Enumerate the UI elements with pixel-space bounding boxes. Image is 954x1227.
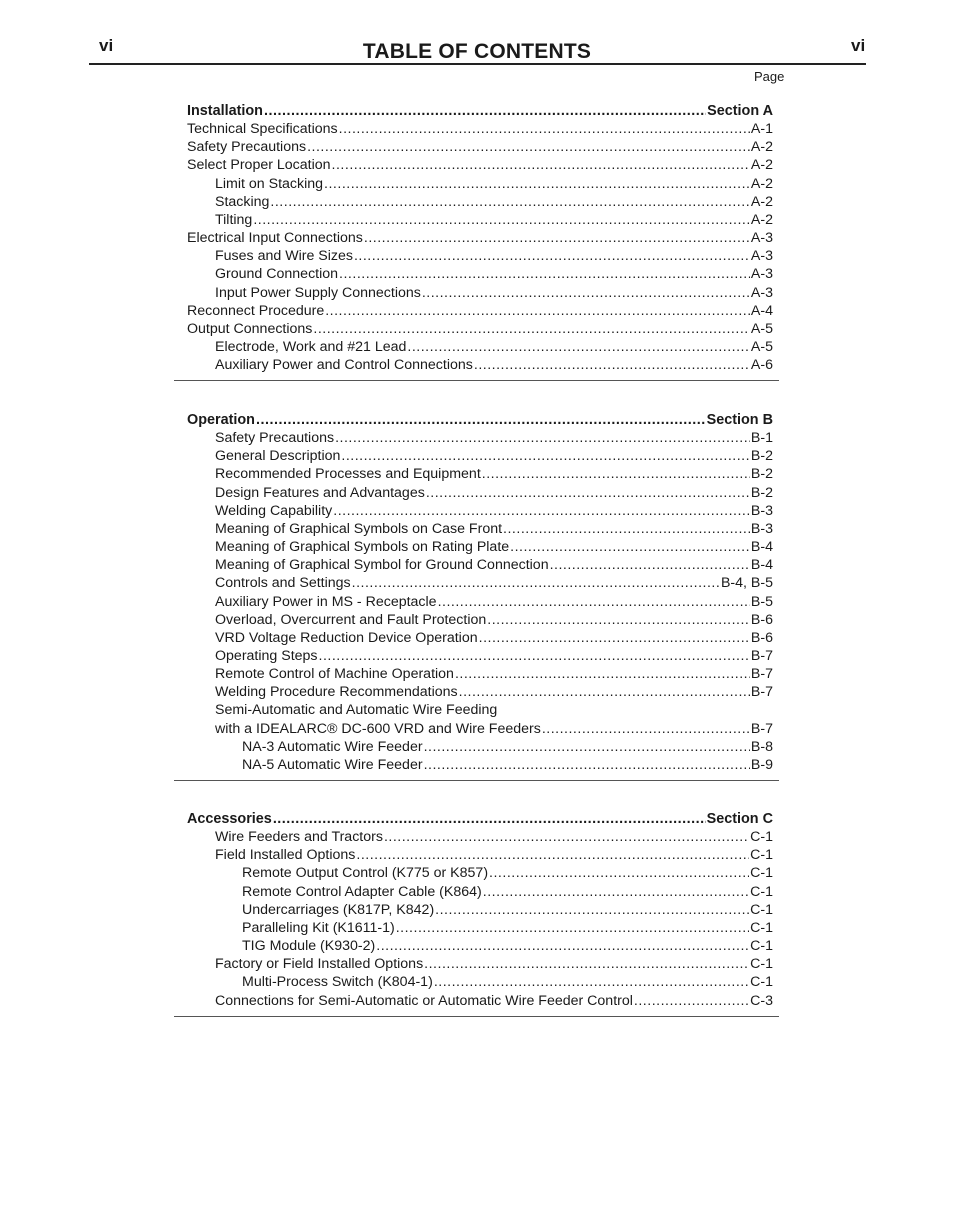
toc-entry-page: B-4: [750, 557, 773, 574]
toc-entry[interactable]: [215, 356, 773, 374]
toc-entry[interactable]: [215, 538, 773, 556]
toc-entry-page: C-1: [750, 974, 773, 991]
toc-entry[interactable]: [215, 665, 773, 683]
toc-entry-label: Select Proper Location: [187, 157, 331, 174]
toc-entry-page: A-2: [750, 211, 773, 228]
toc-entry[interactable]: [215, 629, 773, 647]
toc-entry[interactable]: [215, 574, 773, 592]
toc-entry-page: B-8: [750, 738, 773, 755]
toc-entry-label: Remote Control of Machine Operation: [215, 666, 454, 683]
toc-entry-page: B-2: [750, 466, 773, 483]
toc-entry-page: B-3: [750, 502, 773, 519]
toc-entry[interactable]: [215, 265, 773, 283]
toc-entry-label: Auxiliary Power and Control Connections: [215, 357, 473, 374]
toc-entry-label: Recommended Processes and Equipment: [215, 466, 481, 483]
toc-entry-page: B-2: [750, 448, 773, 465]
dot-leader: [354, 247, 750, 265]
toc-entry-page: B-4: [750, 539, 773, 556]
section-divider: [174, 780, 779, 781]
toc-entry-page: B-7: [750, 720, 773, 737]
dot-leader: [256, 411, 706, 429]
toc-entry-label: Meaning of Graphical Symbol for Ground Connection: [215, 557, 549, 574]
toc-entry-label: with a IDEALARC® DC-600 VRD and Wire Feeders: [215, 720, 541, 737]
toc-entry[interactable]: [215, 484, 773, 502]
toc-entry[interactable]: [215, 465, 773, 483]
toc-entry-page: A-5: [750, 320, 773, 337]
toc-entry-label: Meaning of Graphical Symbols on Case Front: [215, 520, 503, 537]
toc-entry-label: Undercarriages (K817P, K842): [242, 901, 435, 918]
toc-entry-label: Remote Output Control (K775 or K857): [242, 865, 489, 882]
toc-entry-page: A-2: [750, 175, 773, 192]
page-number-right: vi: [851, 36, 866, 55]
dot-leader: [482, 465, 750, 483]
toc-entry[interactable]: [215, 211, 773, 229]
toc-entry-page: B-7: [750, 666, 773, 683]
toc-entry-page: B-3: [750, 520, 773, 537]
dot-leader: [434, 973, 749, 991]
toc-entry[interactable]: [215, 683, 773, 701]
toc-entry-label: Welding Procedure Recommendations: [215, 684, 458, 701]
toc-entry-label: Paralleling Kit (K1611-1): [242, 919, 395, 936]
dot-leader: [426, 484, 750, 502]
section-divider: [174, 1016, 779, 1017]
toc-entry-label: Input Power Supply Connections: [215, 284, 421, 301]
toc-entry-page: A-2: [750, 193, 773, 210]
dot-leader: [352, 574, 720, 592]
toc-entry-page: B-2: [750, 484, 773, 501]
toc-entry-page: A-3: [750, 230, 773, 247]
toc-entry-label: Connections for Semi-Automatic or Automatic Wire Feeder Control: [215, 992, 633, 1009]
toc-entry[interactable]: [215, 556, 773, 574]
dot-leader: [364, 229, 750, 247]
toc-entry[interactable]: [215, 647, 773, 665]
toc-entry-label: VRD Voltage Reduction Device Operation: [215, 629, 478, 646]
dot-leader: [424, 738, 750, 756]
toc-entry[interactable]: [215, 247, 773, 265]
toc-entry-page: C-1: [750, 919, 773, 936]
section-heading-accessories[interactable]: [187, 810, 773, 828]
toc-entry[interactable]: [215, 338, 773, 356]
toc-entry[interactable]: [215, 429, 773, 447]
dot-leader: [474, 356, 750, 374]
dot-leader: [435, 901, 749, 919]
toc-entry-page: C-1: [750, 956, 773, 973]
toc-entry[interactable]: [242, 864, 773, 882]
toc-entry[interactable]: [215, 593, 773, 611]
dot-leader: [339, 265, 750, 283]
toc-entry-label: Factory or Field Installed Options: [215, 956, 424, 973]
dot-leader: [335, 429, 750, 447]
toc-entry-page: C-1: [750, 865, 773, 882]
toc-entry-label: Reconnect Procedure: [187, 302, 325, 319]
toc-entry-label: Wire Feeders and Tractors: [215, 829, 383, 846]
dot-leader: [422, 284, 750, 302]
toc-entry[interactable]: [215, 502, 773, 520]
toc-entry[interactable]: [187, 120, 773, 138]
toc-entry-label: Output Connections: [187, 320, 313, 337]
dot-leader: [341, 447, 750, 465]
toc-entry-page: B-9: [750, 756, 773, 773]
toc-entry[interactable]: [215, 992, 773, 1010]
section-heading-operation[interactable]: [187, 411, 773, 429]
toc-entry-page: B-6: [750, 629, 773, 646]
dot-leader: [307, 138, 750, 156]
toc-entry[interactable]: [242, 919, 773, 937]
dot-leader: [273, 810, 706, 828]
dot-leader: [313, 320, 750, 338]
toc-entry-label: Tilting: [215, 211, 253, 228]
toc-entry-label: Design Features and Advantages: [215, 484, 425, 501]
dot-leader: [324, 175, 750, 193]
toc-entry[interactable]: [215, 520, 773, 538]
toc-entry-label: Auxiliary Power in MS - Receptacle: [215, 593, 437, 610]
dot-leader: [455, 665, 750, 683]
dot-leader: [325, 302, 750, 320]
toc-entry[interactable]: [242, 756, 773, 774]
toc-entry-label: Overload, Overcurrent and Fault Protection: [215, 611, 487, 628]
toc-entry[interactable]: [215, 175, 773, 193]
page-number-left: vi: [99, 36, 114, 55]
dot-leader: [332, 156, 750, 174]
toc-entry-page: C-1: [750, 883, 773, 900]
toc-entry-label: Electrode, Work and #21 Lead: [215, 338, 407, 355]
toc-entry-page: Section B: [706, 412, 773, 428]
dot-leader: [396, 919, 749, 937]
toc-entry-page: A-3: [750, 248, 773, 265]
toc-entry-page: Section A: [707, 103, 773, 119]
toc-entry[interactable]: [215, 955, 773, 973]
toc-entry-label: Operating Steps: [215, 647, 318, 664]
dot-leader: [333, 502, 750, 520]
toc-entry-label: Safety Precautions: [187, 139, 307, 156]
dot-leader: [550, 556, 750, 574]
toc-entry-page: C-1: [750, 901, 773, 918]
toc-entry-label: Stacking: [215, 193, 270, 210]
toc-entry-label: Welding Capability: [215, 502, 333, 519]
toc-entry-label: Electrical Input Connections: [187, 230, 363, 247]
dot-leader: [510, 538, 750, 556]
dot-leader: [438, 593, 750, 611]
toc-entry-page: A-3: [750, 284, 773, 301]
toc-entry-page: C-3: [750, 992, 773, 1009]
toc-entry-label: NA-3 Automatic Wire Feeder: [242, 738, 423, 755]
toc-entry-label: TIG Module (K930-2): [242, 938, 376, 955]
toc-entry[interactable]: [187, 320, 773, 338]
dot-leader: [319, 647, 750, 665]
toc-entry[interactable]: [187, 229, 773, 247]
section-heading-installation[interactable]: [187, 102, 773, 120]
toc-entry[interactable]: [215, 720, 773, 738]
toc-entry-page: B-4, B-5: [720, 575, 773, 592]
dot-leader: [424, 955, 749, 973]
toc-entry[interactable]: [242, 973, 773, 991]
section-divider: [174, 380, 779, 381]
toc-entry-label: Technical Specifications: [187, 121, 338, 138]
toc-entry-page: B-7: [750, 647, 773, 664]
toc-entry[interactable]: [215, 701, 773, 719]
toc-entry[interactable]: [187, 138, 773, 156]
toc-entry-page: Section C: [706, 811, 773, 827]
header-rule: [89, 63, 866, 65]
toc-entry-label: Semi-Automatic and Automatic Wire Feeding: [215, 702, 498, 719]
toc-entry-label: Controls and Settings: [215, 575, 351, 592]
dot-leader: [339, 120, 750, 138]
dot-leader: [487, 611, 750, 629]
toc-entry[interactable]: [215, 447, 773, 465]
toc-entry-page: B-7: [750, 684, 773, 701]
toc-entry[interactable]: [242, 738, 773, 756]
toc-entry-page: A-3: [750, 266, 773, 283]
dot-leader: [270, 193, 750, 211]
toc-entry-page: B-5: [750, 593, 773, 610]
dot-leader: [376, 937, 749, 955]
dot-leader: [634, 992, 749, 1010]
dot-leader: [459, 683, 750, 701]
toc-entry[interactable]: [242, 901, 773, 919]
toc-entry[interactable]: [215, 193, 773, 211]
toc-entry-page: B-1: [750, 430, 773, 447]
toc-entry-label: Ground Connection: [215, 266, 339, 283]
toc-entry-page: C-1: [750, 829, 773, 846]
toc-entry[interactable]: [215, 611, 773, 629]
toc-entry-label: Safety Precautions: [215, 430, 335, 447]
dot-leader: [424, 756, 750, 774]
toc-entry-page: A-1: [750, 121, 773, 138]
dot-leader: [384, 828, 749, 846]
dot-leader: [542, 720, 750, 738]
dot-leader: [503, 520, 750, 538]
toc-entry[interactable]: [187, 302, 773, 320]
dot-leader: [253, 211, 750, 229]
toc-entry[interactable]: [215, 828, 773, 846]
dot-leader: [264, 102, 706, 120]
toc-entry-label: Remote Control Adapter Cable (K864): [242, 883, 482, 900]
toc-entry-page: A-2: [750, 157, 773, 174]
toc-entry-page: B-6: [750, 611, 773, 628]
toc-entry-page: A-6: [750, 357, 773, 374]
toc-entry-label: Installation: [187, 103, 263, 119]
toc-entry[interactable]: [242, 883, 773, 901]
toc-entry-page: C-1: [750, 938, 773, 955]
toc-entry-label: Multi-Process Switch (K804-1): [242, 974, 433, 991]
page-column-label: Page: [754, 69, 785, 84]
toc-entry-label: Accessories: [187, 811, 272, 827]
toc-entry[interactable]: [215, 284, 773, 302]
page-title: TABLE OF CONTENTS: [362, 40, 592, 63]
toc-entry-page: C-1: [750, 847, 773, 864]
dot-leader: [407, 338, 750, 356]
toc-entry-page: A-4: [750, 302, 773, 319]
dot-leader: [479, 629, 750, 647]
toc-entry[interactable]: [242, 937, 773, 955]
dot-leader: [483, 883, 749, 901]
toc-entry[interactable]: [215, 846, 773, 864]
toc-entry-label: Limit on Stacking: [215, 175, 324, 192]
toc-entry[interactable]: [187, 156, 773, 174]
dot-leader: [356, 846, 749, 864]
dot-leader: [489, 864, 749, 882]
toc-entry-label: General Description: [215, 448, 341, 465]
toc-entry-page: A-2: [750, 139, 773, 156]
toc-entry-label: Meaning of Graphical Symbols on Rating Plate: [215, 539, 510, 556]
toc-entry-label: Operation: [187, 412, 255, 428]
toc-entry-label: Field Installed Options: [215, 847, 356, 864]
toc-entry-label: Fuses and Wire Sizes: [215, 248, 353, 265]
toc-entry-label: NA-5 Automatic Wire Feeder: [242, 756, 423, 773]
toc-entry-page: A-5: [750, 338, 773, 355]
